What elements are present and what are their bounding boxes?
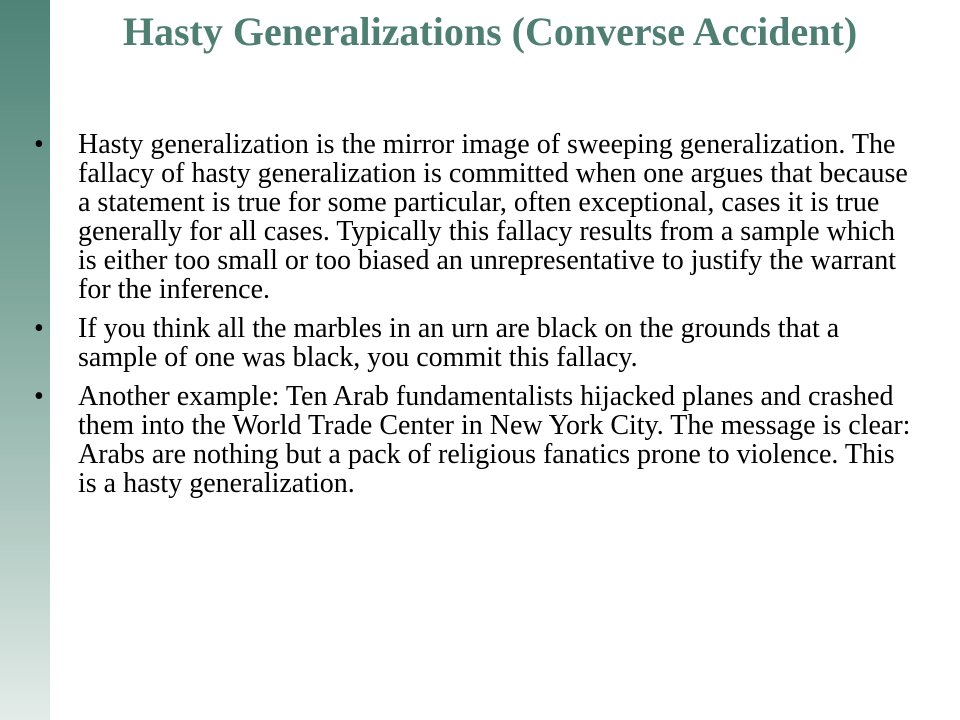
bullet-item: [34, 314, 914, 372]
bullet-dot-icon: •: [34, 129, 44, 160]
bullet-text: Another example: Ten Arab fundamentalists hijacked planes and crashed them into the World Trade Center in New York City. The message is clear: Arabs are nothing but a pack of religious fanatics prone to violence. This is a hasty generalization.: [78, 381, 911, 499]
bullet-item: [34, 130, 914, 304]
slide-title: Hasty Generalizations (Converse Accident): [122, 9, 858, 54]
bullet-text: If you think all the marbles in an urn are black on the grounds that a sample of one was black, you commit this fallacy.: [78, 313, 840, 373]
bullet-dot-icon: •: [34, 313, 44, 344]
bullet-text: Hasty generalization is the mirror image of sweeping generalization. The fallacy of hasty generalization is committed when one argues that because a statement is true for some particular, often exceptional, cases it is true generally for all cases. Typically this fallacy results from a sample which is either too small or too biased an unrepresentative to justify the warrant for the inference.: [78, 129, 908, 305]
bullet-list: [34, 130, 914, 508]
bullet-dot-icon: •: [34, 381, 44, 412]
bullet-item: [34, 382, 914, 498]
